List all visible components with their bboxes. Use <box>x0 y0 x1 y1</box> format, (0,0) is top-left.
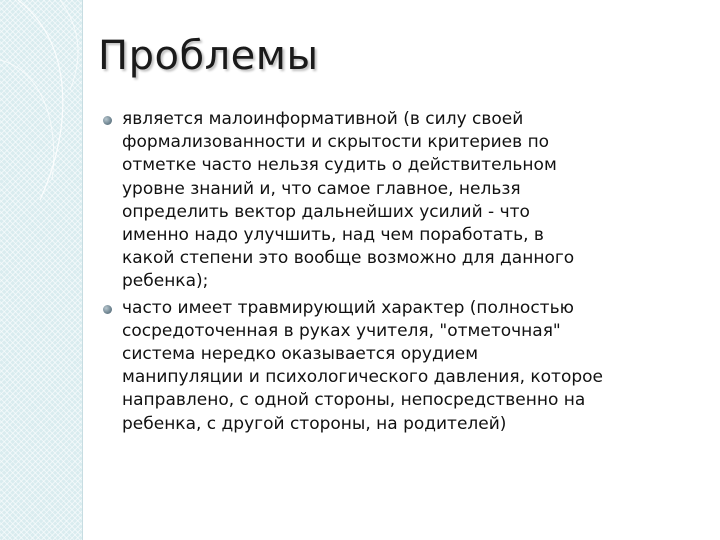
bullet-item <box>101 108 691 294</box>
bullet-dot-icon <box>103 305 112 314</box>
slide-title: Проблемы <box>98 33 319 79</box>
bullet-item <box>101 297 691 436</box>
bullet-text: является малоинформативной (в силу своей формализованности и скрытости критериев по отметке часто нельзя судить о действительном уровне знаний и, что самое главное, нельзя определить вектор дальнейших усилий - что именно надо улучшить, над чем поработать, в какой степени это вообще возможно для данного ребенка); <box>122 109 575 292</box>
side-panel-divider <box>82 0 83 540</box>
bullet-text: часто имеет травмирующий характер (полностью сосредоточенная в руках учителя, "отметочная" система нередко оказывается орудием манипуляции и психологического давления, которое направлено, с одной стороны, непосредственно на ребенка, с другой стороны, на родителей) <box>122 297 604 434</box>
decorative-swirl <box>0 0 82 540</box>
bullet-dot-icon <box>103 116 112 125</box>
bullet-list <box>101 108 691 439</box>
